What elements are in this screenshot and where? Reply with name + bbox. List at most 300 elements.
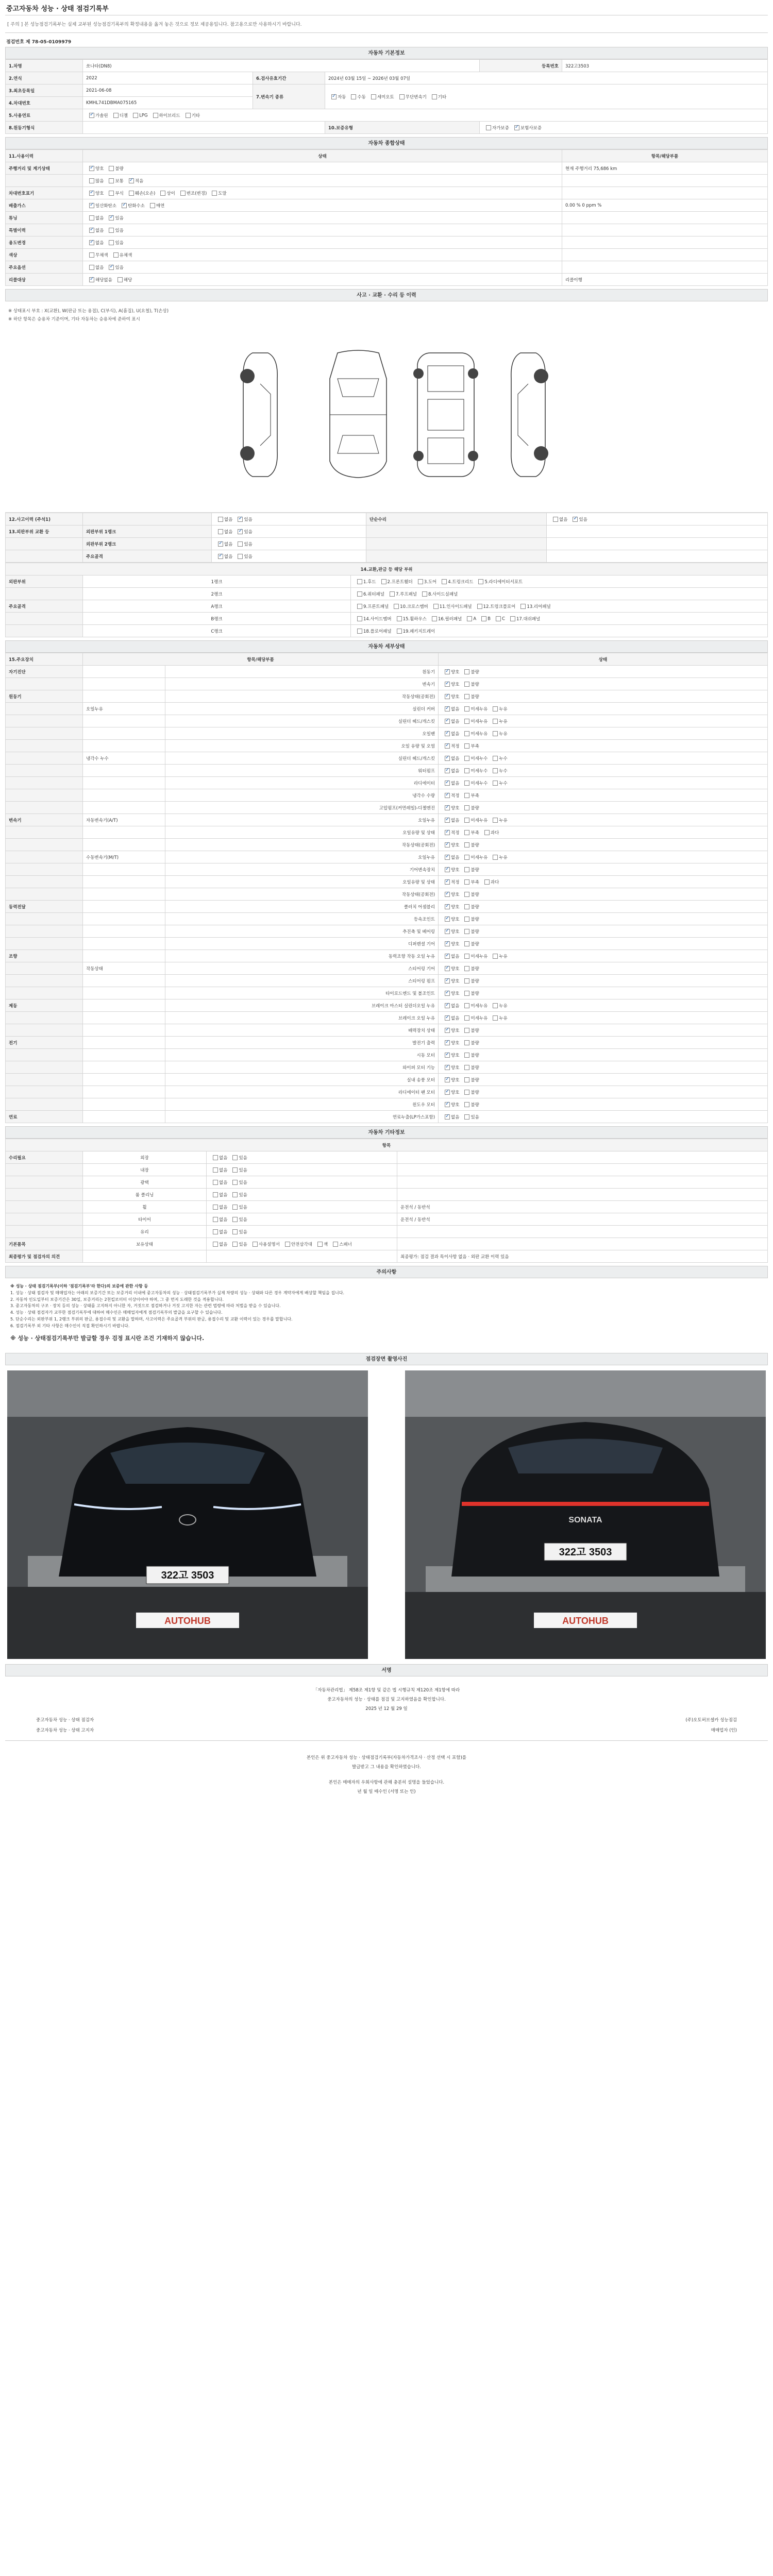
checkbox-option: ✓ 양호 xyxy=(442,867,459,873)
checkbox-option: 14.사이드멤버 xyxy=(354,616,392,622)
row-label: 13.외판부위 교환 등 xyxy=(6,526,83,538)
checkbox[interactable] xyxy=(109,240,114,245)
checkbox[interactable] xyxy=(180,191,186,196)
checkbox[interactable] xyxy=(484,830,490,835)
checkbox[interactable] xyxy=(213,1217,218,1222)
checkbox[interactable] xyxy=(213,1229,218,1234)
checkbox[interactable] xyxy=(464,743,469,749)
checkbox[interactable] xyxy=(394,604,399,609)
checkbox[interactable] xyxy=(285,1242,290,1247)
checkbox[interactable] xyxy=(445,830,450,835)
checkbox[interactable] xyxy=(445,731,450,736)
row-subgroup xyxy=(83,925,165,938)
checkbox[interactable] xyxy=(467,616,472,621)
checkbox-option: 있음 xyxy=(229,1192,247,1198)
checkbox[interactable] xyxy=(445,818,450,823)
document: 중고자동차 성능 · 상태 점검기록부 [ 주의 ] 본 성능점검기록부는 실제 교부된 성능점검기록부의 확정내용을 옮겨 놓은 것으로 정보 제공용입니다. 참고용으로만 사용하시기 바랍니다. 점검번호 제 78-05-0109979 자동차 기본정보 1.차명 쏘나타(DN8) 등록번호 322고3503 2.연식 2022 6.검사유효기간 2024년 03월 15일 ~ 2026년 03월 07일 3.최초등록일 2021-06-08 7.변속기 종류 ✓ 자동 수동 세미오토 무단변속기 기타 4.차대번호 KMHL741DBMA075165 5.사용연료 ✓ 가솔린 디젤 LPG 하이브리드 기타 8.원동기형식 10.보증유형 자가보증✓ 보험사보증 자동차 종합상태 11.사용이력 상태 항목/해당부품 주행거리 및 계기상태 ✓ 양호 불량 현재 주행거리 75,686 km 많음 보통✓ 적음 차대번호표기 ✓ 양호 부식 훼손(오손) 상이 변조(변경) 도말 배출가스 ✓ 일산화탄소✓ 탄화수소 매연 0.00 % 0 ppm % 튜닝 없음✓ 있음 특별이력 ✓ 없음 있음 용도변경 ✓ 없음 있음 색상 무채색 유채색 주요옵션 없음✓ 있음 리콜대상 ✓ 해당없음 해당 리콜이행 사고 · 교환 · 수리 등 이력 ※ 상태표시 부호 : X(교환), W(판금 또는 용접), C(부식), A(흠집), U(요철), T(손상) ※ 하단 항목은 승용차 기준이며, 기타 자동차는 승용차에 준하여 표시 12.사고이력 (주석1) 없음✓ 있음 단순수리 없음✓ 있음 13.외판부위 교환 등 외판부위 1랭크 없음✓ 있음 외판부위 2랭크 ✓ 없음 있음 주요골격 ✓ 없음 있음 14.교환,판금 등 해당 부위 외판부위 1랭크 1.후드 2.프론트휀더 3.도어 4.트렁크리드 5.라디에이터서포트 2랭크 6.쿼터패널 7.루프패널 8.사이드실패널 주요골격 A랭크 9.프론트패널 10.크로스멤버 11.인사이드패널 12.트렁크플로어 13.리어패널 B랭크 14.사이드멤버 15.휠하우스 16.필러패널 A B C 17.대쉬패널 C랭크 18.플로어패널 19.패키지트레이 자동차 세부상태 15.주요장치 항목/해당부품 상태 자기진단 원동기 ✓ 양호 불량 변속기 ✓ 양호 불량 원동기 작동상태(공회전) ✓ 양호 불량 오일누유 실린더 커버 ✓ 없음 미세누유 누유 실린더 헤드/개스킷 ✓ 없음 미세누유 누유 오일팬 ✓ 없음 미세누유 누유 오일 유량 및 오염 ✓ 적정 부족 냉각수 누수 실린더 헤드/개스킷 ✓ 없음 미세누수 누수 워터펌프 ✓ 없음 미세누수 누수 라디에이터 ✓ 없음 미세누수 누수 냉각수 수량 ✓ 적정 부족 고압펌프(커먼레일)-디젤엔진 ✓ 양호 불량 변속기 자동변속기(A/T) 오일누유 ✓ 없음 미세누유 누유 오일유량 및 상태 ✓ 적정 부족 과다 작동상태(공회전) ✓ 양호 불량 수동변속기(M/T) 오일누유 ✓ 없음 미세누유 누유 기어변속장치 ✓ 양호 불량 오일유량 및 상태 ✓ 적정 부족 과다 작동상태(공회전) ✓ 양호 불량 동력전달 클러치 어셈블리 ✓ 양호 불량 등속조인트 ✓ 양호 불량 추진축 및 베어링 ✓ 양호 불량 디퍼렌셜 기어 ✓ 양호 불량 조향 동력조향 작동 오일 누유 ✓ 없음 미세누유 누유 작동상태 스티어링 기어 ✓ 양호 불량 스티어링 펌프 ✓ 양호 불량 타이로드엔드 및 볼조인트 ✓ 양호 불량 제동 브레이크 마스터 실린더오일 누유 ✓ 없음 미세누유 누유 브레이크 오일 누유 ✓ 없음 미세누유 누유 배력장치 상태 ✓ 양호 불량 전기 발전기 출력 ✓ 양호 불량 시동 모터 ✓ 양호 불량 와이퍼 모터 기능 ✓ 양호 불량 실내 송풍 모터 ✓ 양호 불량 라디에이터 팬 모터 ✓ 양호 불량 윈도우 모터 ✓ 양호 불량 연료 연료누출(LP가스포함) ✓ 없음 있음 자동차 기타정보 항목 수리필요 외장 없음 있음 내장 없음 있음 광택 없음 있음 룸 클리닝 없음 있음 휠 없음 있음 운전석 / 동반석 타이어 없음 있음 운전석 / 동반석 유리 없음 있음 기본품목 보유상태 없음 있음 사용설명서 안전삼각대 잭 스패너 최종평가 및 점검자의 의견 최종평가: 점검 결과 특이사항 없음 · 외판 교환 이력 있음 주의사항 ※ 성능 · 상태 점검기록부(이하 '점검기록부'라 한다)의 보증에 관한 사항 등 1. 성능 · 상태 점검자 및 매매업자는 아래의 보증기간 또는 보증거리 이내에 중고자동차의 성능 · 상태점검기록부가 실제 차량의 성능 · 상태와 다른 경우 계약자에게 배상할 책임을 집니다. 2. 자동차 인도일부터 보증기간은 30일, 보증거리는 2천킬로미터 이상이어야 하며, 그 중 먼저 도래한 것을 적용합니다. 3. 중고자동차의 구조 · 장치 등의 성능 · 상태를 고지하지 아니한 자, 거짓으로 점검하거나 거짓 고지한 자는 관련 법령에 따라 처벌을 받을 수 있습니다. 4. 성능 · 상태 점검자가 교부한 점검기록부에 대하여 매수인은 매매업자에게 점검기록부의 발급을 요구할 수 있습니다. 5. 단순수리는 외판부위 1, 2랭크 부위의 판금, 용접수리 및 교환을 말하며, 사고이력은 주요골격 부위의 판금, 용접수리 및 교환 이력이 있는 경우를 말합니다. 6. 점검기록부 외 기타 사항은 매수인이 직접 확인하시기 바랍니다. ※ 성능 · 상태점검기록부만 발급할 경우 검정 표시란 조건 기재하지 않습니다. 점검장면 촬영사진 322고 3503 AUTOHUB SONATA 322고 3503 AUTOHUB 서명 「자동차관리법」 제58조 제1항 및 같은 법 시행규칙 제120조 제1항에 따라 중고자동차의 성능 · 상태를 점검 및 고지하였음을 확인합니다. 2025 년 12 월 29 일 중고자동차 성능 · 상태 점검자 (주)오토허브셀카 성능점검 중고자동차 성능 · 상태 고지자 매매업자 (인) 본인은 위 중고자동차 성능 · 상태점검기록부(자동차가격조사 · 산정 선택 시 포함)를 발급받고 그 내용을 확인하였습니다. 본인은 매매자의 우회사항에 관해 충분히 설명을 들었습니다. 년 월 일 매수인 (서명 또는 인) xyxy=(0,0,773,2576)
checkbox[interactable] xyxy=(493,954,498,959)
checkbox[interactable] xyxy=(445,768,450,773)
row-group: 원동기 xyxy=(6,690,83,703)
section-detail-state: 자동차 세부상태 xyxy=(5,640,768,653)
checkbox[interactable] xyxy=(464,904,469,909)
checkbox[interactable] xyxy=(89,191,94,196)
checkbox[interactable] xyxy=(464,793,469,798)
row-options xyxy=(547,526,768,538)
checkbox[interactable] xyxy=(109,265,114,270)
checkbox[interactable] xyxy=(445,669,450,674)
checkbox[interactable] xyxy=(129,191,134,196)
checkbox[interactable] xyxy=(232,1242,238,1247)
checkbox[interactable] xyxy=(445,1040,450,1045)
checkbox[interactable] xyxy=(493,1015,498,1021)
checkbox[interactable] xyxy=(478,579,483,584)
checkbox[interactable] xyxy=(218,517,223,522)
row-options xyxy=(207,1226,397,1238)
row-options xyxy=(439,802,768,814)
checkbox[interactable] xyxy=(445,954,450,959)
row-options xyxy=(439,938,768,950)
row-detail xyxy=(562,261,768,274)
checkbox-option: ✓ 양호 xyxy=(442,1101,459,1108)
row-subgroup: 냉각수 누수 xyxy=(83,752,165,765)
checkbox[interactable] xyxy=(464,1065,469,1070)
row-item: 브레이크 마스터 실린더오일 누유 xyxy=(165,999,439,1012)
checkbox-option: ✓ 적정 xyxy=(442,792,459,799)
checkbox-option: ✓ 양호 xyxy=(442,941,459,947)
checkbox[interactable] xyxy=(442,579,447,584)
checkbox[interactable] xyxy=(418,579,423,584)
checkbox-option: 없음 xyxy=(86,264,104,270)
checkbox[interactable] xyxy=(445,805,450,810)
checkbox[interactable] xyxy=(464,917,469,922)
row-subgroup xyxy=(83,789,165,802)
checkbox-option: ✓ 양호 xyxy=(442,842,459,848)
checkbox[interactable] xyxy=(493,719,498,724)
checkbox-option: 있음 xyxy=(229,1155,247,1161)
checkbox[interactable] xyxy=(89,252,94,258)
row-group xyxy=(6,678,83,690)
checkbox[interactable] xyxy=(493,756,498,761)
checkbox[interactable] xyxy=(333,1242,338,1247)
row-extra xyxy=(397,1151,768,1164)
checkbox[interactable] xyxy=(573,517,578,522)
checkbox[interactable] xyxy=(514,125,519,130)
checkbox[interactable] xyxy=(464,855,469,860)
checkbox[interactable] xyxy=(464,1015,469,1021)
checkbox[interactable] xyxy=(232,1229,238,1234)
checkbox[interactable] xyxy=(153,113,158,118)
checkbox[interactable] xyxy=(397,616,402,621)
row-group xyxy=(6,1201,83,1213)
checkbox[interactable] xyxy=(89,215,94,221)
checkbox[interactable] xyxy=(109,166,114,171)
row-group xyxy=(6,913,83,925)
checkbox[interactable] xyxy=(464,1090,469,1095)
checkbox[interactable] xyxy=(510,616,515,621)
checkbox[interactable] xyxy=(109,178,114,183)
row-sublabel: 외판부위 1랭크 xyxy=(83,526,212,538)
checkbox[interactable] xyxy=(232,1205,238,1210)
checkbox[interactable] xyxy=(493,768,498,773)
checkbox[interactable] xyxy=(160,191,165,196)
table-row xyxy=(6,575,768,588)
row-subgroup xyxy=(83,740,165,752)
row-label xyxy=(6,588,83,600)
checkbox[interactable] xyxy=(464,867,469,872)
checkbox-option: ✓ 양호 xyxy=(442,1040,459,1046)
checkbox-option: 무채색 xyxy=(86,252,108,258)
checkbox[interactable] xyxy=(464,805,469,810)
checkbox[interactable] xyxy=(445,1090,450,1095)
checkbox-option: ✓ 없음 xyxy=(215,553,232,560)
checkbox[interactable] xyxy=(371,94,376,99)
row-item: 클러치 어셈블리 xyxy=(165,901,439,913)
table-row xyxy=(6,199,768,212)
row-options xyxy=(439,999,768,1012)
checkbox[interactable] xyxy=(357,604,362,609)
checkbox[interactable] xyxy=(122,203,127,208)
checkbox[interactable] xyxy=(213,1180,218,1185)
checkbox[interactable] xyxy=(464,842,469,848)
checkbox[interactable] xyxy=(445,929,450,934)
checkbox[interactable] xyxy=(464,1077,469,1082)
row-rank: C랭크 xyxy=(83,625,351,637)
section-other-info: 자동차 기타정보 xyxy=(5,1126,768,1139)
car-right-side-view xyxy=(500,348,557,482)
repair-history-table xyxy=(5,513,768,563)
row-item: 디퍼렌셜 기어 xyxy=(165,938,439,950)
basic-info-table: 1.차명 쏘나타(DN8) 등록번호 322고3503 2.연식 2022 6.검사유효기간 2024년 03월 15일 ~ 2026년 03월 07일 3.최초등록일 2021-06-08 7.변속기 종류 ✓ 자동 수동 세미오토 무단변속기 기타 4.차대번호 KMHL741DBMA075165 5.사용연료 ✓ 가솔린 디젤 LPG 하이브리드 기타 8.원동기형식 10.보증유형 자가보증✓ 보험사보증 xyxy=(5,59,768,134)
checkbox[interactable] xyxy=(464,1053,469,1058)
checkbox[interactable] xyxy=(464,892,469,897)
checkbox[interactable] xyxy=(212,191,217,196)
checkbox[interactable] xyxy=(493,731,498,736)
checkbox[interactable] xyxy=(331,94,337,99)
row-extra xyxy=(397,1238,768,1250)
row-item: 유리 xyxy=(83,1226,207,1238)
checkbox[interactable] xyxy=(218,529,223,534)
checkbox[interactable] xyxy=(317,1242,323,1247)
checkbox[interactable] xyxy=(89,203,94,208)
checkbox[interactable] xyxy=(357,616,362,621)
checkbox[interactable] xyxy=(445,781,450,786)
checkbox[interactable] xyxy=(464,929,469,934)
row-options xyxy=(207,1176,397,1189)
checkbox[interactable] xyxy=(481,616,486,621)
row-item: 내장 xyxy=(83,1164,207,1176)
row-options xyxy=(83,249,562,261)
checkbox-option: 없음 xyxy=(210,1204,227,1210)
checkbox[interactable] xyxy=(486,125,491,130)
row-rank: B랭크 xyxy=(83,613,351,625)
car-left-side-view xyxy=(232,348,289,482)
checkbox-option: 불량 xyxy=(461,1040,479,1046)
checkbox[interactable] xyxy=(445,1114,450,1120)
checkbox[interactable] xyxy=(496,616,501,621)
checkbox[interactable] xyxy=(493,1003,498,1008)
row-sublabel xyxy=(366,550,547,563)
checkbox[interactable] xyxy=(445,793,450,798)
checkbox[interactable] xyxy=(232,1192,238,1197)
table-row xyxy=(6,690,768,703)
table-row xyxy=(6,1074,768,1086)
checkbox[interactable] xyxy=(422,591,427,597)
checkbox[interactable] xyxy=(464,1003,469,1008)
checkbox[interactable] xyxy=(238,554,243,559)
checkbox-option: 불량 xyxy=(461,965,479,972)
checkbox[interactable] xyxy=(433,604,439,609)
checkbox[interactable] xyxy=(445,892,450,897)
checkbox[interactable] xyxy=(218,554,223,559)
checkbox-option: 불량 xyxy=(461,978,479,984)
svg-text:322고 3503: 322고 3503 xyxy=(161,1570,214,1582)
overall-state-table: 11.사용이력 상태 항목/해당부품 주행거리 및 계기상태 ✓ 양호 불량 현재 주행거리 75,686 km 많음 보통✓ 적음 차대번호표기 ✓ 양호 부식 훼손(오손) 상이 변조(변경) 도말 배출가스 ✓ 일산화탄소✓ 탄화수소 매연 0.00 % 0 ppm % 튜닝 없음✓ 있음 특별이력 ✓ 없음 있음 용도변경 ✓ 없음 있음 색상 무채색 유채색 주요옵션 없음✓ 있음 리콜대상 ✓ 해당없음 해당 리콜이행 xyxy=(5,149,768,286)
row-group xyxy=(6,962,83,975)
checkbox-option: 있음 xyxy=(229,1216,247,1223)
row-options xyxy=(439,863,768,876)
checkbox-option: ✓ 양호 xyxy=(86,165,104,172)
checkbox[interactable] xyxy=(445,756,450,761)
checkbox[interactable] xyxy=(117,277,123,282)
checkbox[interactable] xyxy=(357,591,362,597)
row-options xyxy=(207,1250,397,1263)
checkbox-option: 17.대쉬패널 xyxy=(507,616,540,622)
checkbox[interactable] xyxy=(399,94,405,99)
checkbox[interactable] xyxy=(186,113,191,118)
checkbox[interactable] xyxy=(445,1015,450,1021)
checkbox[interactable] xyxy=(445,1028,450,1033)
checkbox[interactable] xyxy=(445,682,450,687)
table-row xyxy=(6,987,768,999)
checkbox[interactable] xyxy=(445,978,450,984)
checkbox[interactable] xyxy=(445,842,450,848)
checkbox[interactable] xyxy=(213,1242,218,1247)
notice-line: 2. 자동차 인도일부터 보증기간은 30일, 보증거리는 2천킬로미터 이상이어야 하며, 그 중 먼저 도래한 것을 적용합니다. xyxy=(10,1297,224,1302)
checkbox[interactable] xyxy=(445,743,450,749)
checkbox[interactable] xyxy=(351,94,356,99)
row-label: 특별이력 xyxy=(6,224,83,236)
checkbox-option: ✓ 양호 xyxy=(442,1077,459,1083)
checkbox[interactable] xyxy=(493,781,498,786)
checkbox[interactable] xyxy=(213,1205,218,1210)
checkbox[interactable] xyxy=(390,591,395,597)
buyer-signature-line: 년 월 일 매수인 (서명 또는 인) xyxy=(357,1789,416,1795)
checkbox[interactable] xyxy=(445,1053,450,1058)
row-group xyxy=(6,1189,83,1201)
checkbox[interactable] xyxy=(218,541,223,547)
notice-line: 3. 중고자동차의 구조 · 장치 등의 성능 · 상태를 고지하지 아니한 자, 거짓으로 점검하거나 거짓 고지한 자는 관련 법령에 따라 처벌을 받을 수 있습니다. xyxy=(10,1303,281,1309)
checkbox-option: A xyxy=(464,616,476,622)
checkbox-option: 보통 xyxy=(106,178,123,184)
checkbox-option: ✓ 없음 xyxy=(442,817,459,823)
checkbox[interactable] xyxy=(553,517,558,522)
checkbox[interactable] xyxy=(477,604,482,609)
row-subgroup xyxy=(83,938,165,950)
checkbox[interactable] xyxy=(464,682,469,687)
checkbox[interactable] xyxy=(464,954,469,959)
checkbox[interactable] xyxy=(397,629,402,634)
checkbox[interactable] xyxy=(464,879,469,885)
checkbox[interactable] xyxy=(445,1077,450,1082)
checkbox[interactable] xyxy=(129,178,134,183)
checkbox[interactable] xyxy=(109,228,114,233)
checkbox[interactable] xyxy=(493,706,498,711)
checkbox[interactable] xyxy=(445,991,450,996)
checkbox[interactable] xyxy=(89,178,94,183)
checkbox[interactable] xyxy=(464,941,469,946)
checkbox[interactable] xyxy=(232,1155,238,1160)
checkbox[interactable] xyxy=(464,966,469,971)
checkbox[interactable] xyxy=(445,904,450,909)
table-row xyxy=(6,703,768,715)
row-detail: 현재 주행거리 75,686 km xyxy=(562,162,768,175)
checkbox[interactable] xyxy=(445,941,450,946)
checkbox[interactable] xyxy=(445,917,450,922)
checkbox[interactable] xyxy=(89,277,94,282)
checkbox[interactable] xyxy=(464,731,469,736)
checkbox-option: ✓ 없음 xyxy=(442,953,459,959)
table-row xyxy=(6,588,768,600)
checkbox[interactable] xyxy=(464,1102,469,1107)
checkbox[interactable] xyxy=(357,579,362,584)
row-group xyxy=(6,1098,83,1111)
checkbox[interactable] xyxy=(232,1180,238,1185)
checkbox[interactable] xyxy=(113,113,119,118)
row-options xyxy=(83,261,562,274)
checkbox[interactable] xyxy=(464,991,469,996)
table-row xyxy=(6,1049,768,1061)
checkbox[interactable] xyxy=(432,616,437,621)
checkbox[interactable] xyxy=(445,855,450,860)
checkbox-option: ✓ 적정 xyxy=(442,829,459,836)
checkbox[interactable] xyxy=(464,719,469,724)
checkbox[interactable] xyxy=(253,1242,258,1247)
checkbox[interactable] xyxy=(445,694,450,699)
checkbox[interactable] xyxy=(89,113,94,118)
checkbox[interactable] xyxy=(445,879,450,885)
checkbox[interactable] xyxy=(464,756,469,761)
checkbox[interactable] xyxy=(464,1114,469,1120)
table-row xyxy=(6,1086,768,1098)
checkbox[interactable] xyxy=(213,1155,218,1160)
checkbox[interactable] xyxy=(464,830,469,835)
row-options xyxy=(439,703,768,715)
row-item: 오일 유량 및 오염 xyxy=(165,740,439,752)
checkbox-option: 12.트렁크플로어 xyxy=(474,603,516,609)
checkbox-option: 없음 xyxy=(210,1241,227,1247)
checkbox[interactable] xyxy=(432,94,437,99)
row-options xyxy=(547,513,768,526)
checkbox-option: 있음 xyxy=(229,1179,247,1185)
checkbox[interactable] xyxy=(464,669,469,674)
checkbox[interactable] xyxy=(445,1003,450,1008)
section-photos: 점검장면 촬영사진 xyxy=(5,1353,768,1365)
checkbox-option: 부식 xyxy=(106,190,123,196)
checkbox[interactable] xyxy=(150,203,155,208)
checkbox[interactable] xyxy=(133,113,138,118)
checkbox[interactable] xyxy=(520,604,526,609)
checkbox[interactable] xyxy=(89,228,94,233)
row-options xyxy=(439,851,768,863)
checkbox[interactable] xyxy=(445,719,450,724)
row-subgroup xyxy=(83,666,165,678)
row-item: 라디에이터 팬 모터 xyxy=(165,1086,439,1098)
checkbox-option: 8.사이드실패널 xyxy=(419,591,458,597)
table-row xyxy=(6,950,768,962)
row-subgroup xyxy=(83,690,165,703)
checkbox[interactable] xyxy=(232,1217,238,1222)
checkbox[interactable] xyxy=(213,1167,218,1173)
row-options xyxy=(439,740,768,752)
photo-front xyxy=(7,1370,368,1659)
checkbox-option: ✓ 없음 xyxy=(215,541,232,547)
checkbox[interactable] xyxy=(464,768,469,773)
checkbox[interactable] xyxy=(238,517,243,522)
row-subgroup xyxy=(83,727,165,740)
checkbox[interactable] xyxy=(89,166,94,171)
checkbox[interactable] xyxy=(445,867,450,872)
checkbox[interactable] xyxy=(89,240,94,245)
checkbox-option: 불량 xyxy=(461,928,479,935)
checkbox[interactable] xyxy=(213,1192,218,1197)
checkbox-option: ✓ 양호 xyxy=(442,978,459,984)
row-label xyxy=(6,550,83,563)
checkbox[interactable] xyxy=(464,1040,469,1045)
checkbox-option: ✓ 없음 xyxy=(442,780,459,786)
checkbox[interactable] xyxy=(232,1167,238,1173)
checkbox-option: ✓ 양호 xyxy=(442,1027,459,1033)
table-row xyxy=(6,740,768,752)
checkbox[interactable] xyxy=(464,694,469,699)
row-options xyxy=(207,1201,397,1213)
checkbox[interactable] xyxy=(445,706,450,711)
checkbox-option: ✓ 있음 xyxy=(569,516,587,522)
checkbox[interactable] xyxy=(493,855,498,860)
checkbox[interactable] xyxy=(89,265,94,270)
row-group xyxy=(6,1074,83,1086)
checkbox[interactable] xyxy=(464,706,469,711)
checkbox[interactable] xyxy=(464,978,469,984)
checkbox[interactable] xyxy=(238,541,243,547)
checkbox[interactable] xyxy=(109,191,114,196)
checkbox[interactable] xyxy=(464,781,469,786)
checkbox-option: ✓ 없음 xyxy=(86,227,104,233)
checkbox[interactable] xyxy=(464,818,469,823)
row-item: 오일유량 및 상태 xyxy=(165,876,439,888)
checkbox[interactable] xyxy=(484,879,490,885)
checkbox[interactable] xyxy=(109,215,114,221)
checkbox[interactable] xyxy=(113,252,119,258)
checkbox[interactable] xyxy=(445,1065,450,1070)
checkbox[interactable] xyxy=(357,629,362,634)
checkbox-option: 4.트렁크리드 xyxy=(439,579,473,585)
table-row xyxy=(6,938,768,950)
checkbox-option: ✓ 양호 xyxy=(442,891,459,897)
checkbox-option: ✓ 양호 xyxy=(442,1052,459,1058)
table-row xyxy=(6,175,768,187)
row-options xyxy=(212,513,366,526)
row-item: 스티어링 펌프 xyxy=(165,975,439,987)
checkbox[interactable] xyxy=(238,529,243,534)
checkbox[interactable] xyxy=(464,1028,469,1033)
table-row xyxy=(6,550,768,563)
checkbox[interactable] xyxy=(381,579,386,584)
table-row xyxy=(6,274,768,286)
row-item: 등속조인트 xyxy=(165,913,439,925)
checkbox[interactable] xyxy=(445,966,450,971)
checkbox[interactable] xyxy=(445,1102,450,1107)
checkbox[interactable] xyxy=(493,818,498,823)
